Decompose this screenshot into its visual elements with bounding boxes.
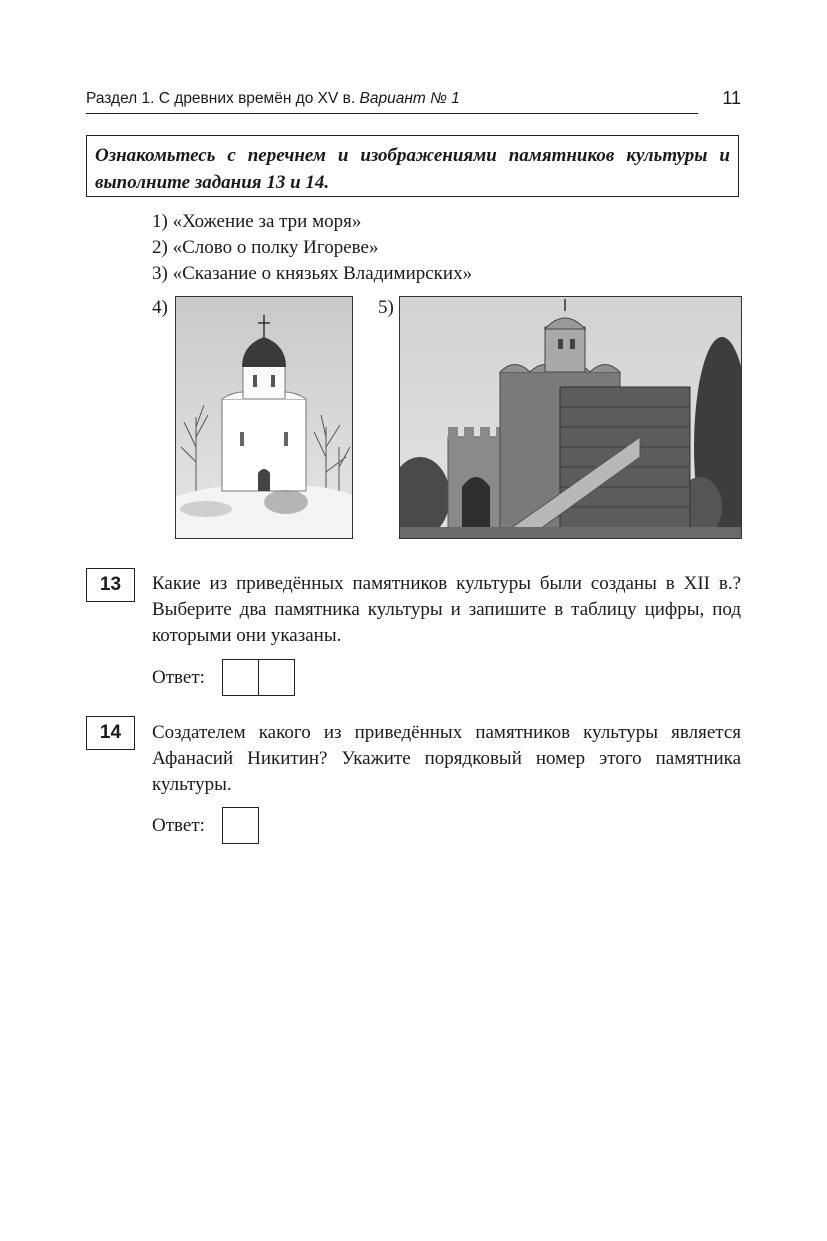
task-14-text: Создателем какого из приведённых памятников культуры является Афанасий Никитин? Укажите порядковый номер этого памятника культуры. [152,722,741,795]
page-header [86,88,741,114]
monument-item-2: 2) «Слово о полку Игореве» [152,237,379,258]
monument-item-3: 3) «Сказание о князьях Владимирских» [152,263,473,284]
golden-gate-photo [399,296,742,539]
gate-illustration [400,297,741,538]
section-title [86,90,460,108]
task-13-number: 13 [86,568,135,602]
monument-list [152,209,472,287]
task-13-answer-cell-1[interactable] [222,659,259,696]
church-illustration [176,297,352,538]
task-13-text: Какие из приведённых памятников культуры были созданы в XII в.? Выберите два памятника культуры и запишите в таблицу цифры, под которыми они указаны. [152,573,741,646]
image-5-label: 5) [378,297,394,318]
task-13-answer-cell-2[interactable] [258,659,295,696]
header-divider [86,113,698,114]
image-4-label: 4) [152,297,168,318]
variant-title: Вариант № 1 [359,90,460,107]
section-name: Раздел 1. С древних времён до XV в. [86,90,356,107]
task-14-answer-cell[interactable] [222,807,259,844]
church-photo [175,296,353,539]
task-14-answer-label: Ответ: [152,815,205,836]
instruction-box: Ознакомьтесь с перечнем и изображениями памятников культуры и выполните задания 13 и 14. [86,135,739,197]
page-number: 11 [722,88,741,108]
task-13-answer-label: Ответ: [152,667,205,688]
monument-item-1: 1) «Хожение за три моря» [152,211,362,232]
task-14-number: 14 [86,716,135,750]
